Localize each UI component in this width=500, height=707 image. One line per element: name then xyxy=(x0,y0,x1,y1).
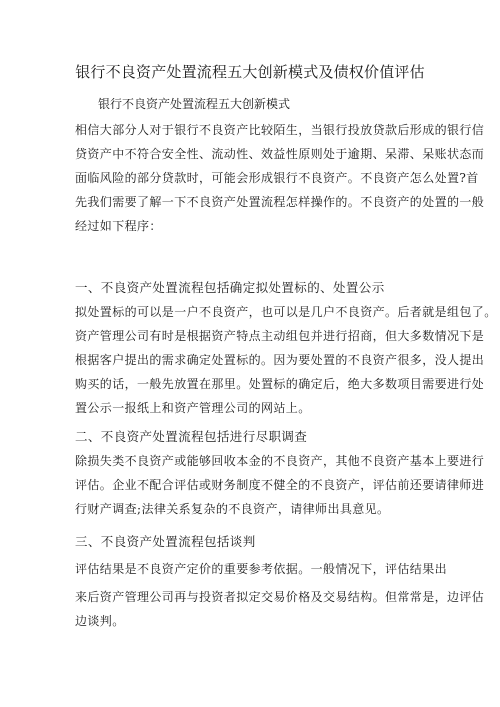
section-1-line: 根据客户提出的需求确定处置标的。因为要处置的不良资产很多，没人提出 xyxy=(75,353,485,367)
section-1-line: 置公示一报纸上和资产管理公司的网站上。 xyxy=(75,401,311,415)
section-3-heading: 三、不良资产处置流程包括谈判 xyxy=(75,534,256,549)
section-1-paragraph xyxy=(75,300,497,420)
section-3-line: 评估结果是不良资产定价的重要参考依据。一般情况下，评估结果出 xyxy=(75,562,448,576)
document-title: 银行不良资产处置流程五大创新模式及债权价值评估 xyxy=(75,63,425,81)
section-3-line: 边谈判。 xyxy=(75,614,125,628)
section-1-line: 拟处置标的可以是一户不良资产，也可以是几户不良资产。后者就是组包了。 xyxy=(75,305,497,319)
intro-line: 先我们需要了解一下不良资产处置流程怎样操作的。不良资产的处置的一般 xyxy=(75,195,485,209)
section-2-line: 除损失类不良资产或能够回收本金的不良资产，其他不良资产基本上要进行 xyxy=(75,454,485,468)
section-3-paragraph xyxy=(75,557,485,633)
section-1-heading: 一、不良资产处置流程包括确定拟处置标的、处置公示 xyxy=(75,280,385,295)
intro-line: 贷资产中不符合安全性、流动性、效益性原则处于逾期、呆滞、呆账状态而 xyxy=(75,147,485,161)
intro-line: 相信大部分人对于银行不良资产比较陌生，当银行投放贷款后形成的银行信 xyxy=(75,123,485,137)
section-2-paragraph xyxy=(75,449,485,521)
section-3-line: 来后资产管理公司再与投资者拟定交易价格及交易结构。但常常是，边评估 xyxy=(75,590,485,604)
section-1-line: 资产管理公司有时是根据资产特点主动组包并进行招商，但大多数情况下是 xyxy=(75,329,485,343)
section-2-line: 评估。企业不配合评估或财务制度不健全的不良资产，评估前还要请律师进 xyxy=(75,478,485,492)
intro-line: 经过如下程序： xyxy=(75,219,162,233)
document-subtitle: 银行不良资产处置流程五大创新模式 xyxy=(98,97,291,111)
section-2-line: 行财产调查;法律关系复杂的不良资产，请律师出具意见。 xyxy=(75,502,390,516)
section-2-heading: 二、不良资产处置流程包括进行尽职调查 xyxy=(75,429,308,444)
section-1-line: 购买的话，一般先放置在那里。处置标的确定后，绝大多数项目需要进行处 xyxy=(75,377,485,391)
intro-paragraph xyxy=(75,118,485,238)
intro-line: 面临风险的部分贷款时，可能会形成银行不良资产。不良资产怎么处置?首 xyxy=(75,171,479,185)
